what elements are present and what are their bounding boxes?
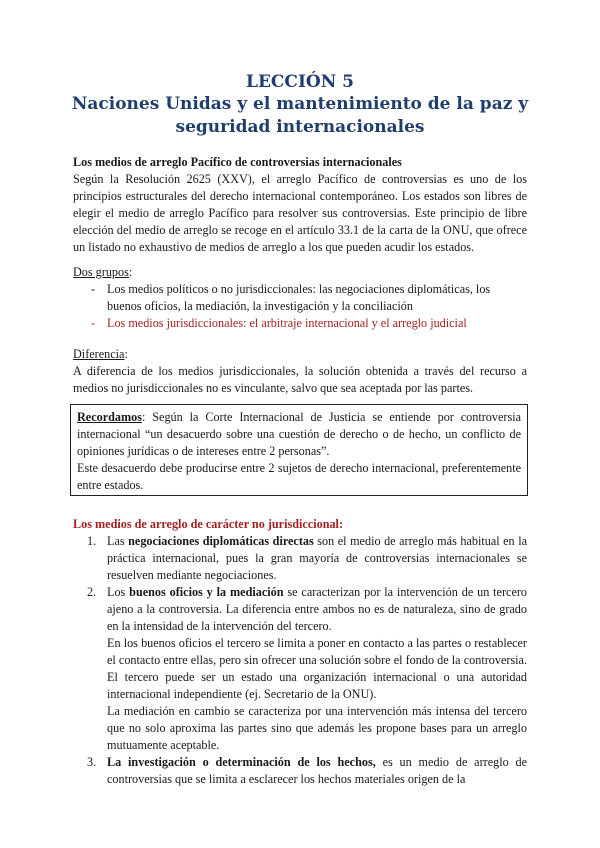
groups-colon: : [128, 265, 133, 279]
reminder-label: Recordamos [77, 410, 142, 424]
item-paragraph: En los buenos oficios el tercero se limita a poner en contacto a las partes o restablecer el contacto entre ellas, pero sin ofrecer una solución sobre el fondo de la controversia. El tercero puede ser un estado una organización internacional o una autoridad internacional independiente (ej. Secretario de la ONU). [107, 636, 527, 701]
non-jurisdictional-section [73, 516, 527, 788]
section-paragraph: Según la Resolución 2625 (XXV), el arreglo Pacífico de controversias es uno de los principios estructurales del derecho internacional contemporáneo. Los estados son libres de elegir el medio de arreglo Pacífico para resolver sus controversias. Este principio de libre elección del medio de arreglo se recoge en el artículo 33.1 de la carta de la ONU, que ofrece un listado no exhaustivo de medios de arreglo a los que pueden acudir los estados. [73, 172, 527, 254]
reminder-text: : Según la Corte Internacional de Justicia se entiende por controversia internacional “un desacuerdo sobre una cuestión de derecho o de hecho, un conflicto de opiniones jurídicas o de intereses entre 2 personas”. [77, 410, 521, 458]
section2-heading: Los medios de arreglo de carácter no jurisdiccional: [73, 517, 344, 531]
item-number: 3. [87, 755, 97, 769]
groups-block [73, 264, 527, 332]
difference-label: Diferencia [73, 347, 125, 361]
dash-marker: - [91, 316, 96, 330]
list-item [73, 754, 527, 788]
difference-colon: : [124, 347, 128, 361]
reminder-text-2: Este desacuerdo debe producirse entre 2 sujetos de derecho internacional, preferentemente entre estados. [77, 461, 521, 492]
group-item-jurisdictional: Los medios jurisdiccionales: el arbitraje internacional y el arreglo judicial [107, 316, 467, 330]
item-text-post: se caracterizan por la intervención de un tercero ajeno a la controversia. La diferencia entre ambos no es de naturaleza, sino de grado en la intensidad de la intervención del tercero. [107, 585, 528, 633]
section-medios-arreglo [73, 154, 527, 256]
list-item [73, 315, 527, 332]
item-text-post: es un medio de arreglo de controversias que se limita a esclarecer los hechos materiales origen de la [107, 755, 527, 786]
item-bold-term: buenos oficios y la mediación [129, 585, 284, 599]
item-number: 1. [87, 534, 97, 548]
reminder-box [70, 404, 528, 496]
item-bold-term: negociaciones diplomáticas directas [128, 534, 314, 548]
item-text-pre: Los [107, 585, 130, 599]
dash-marker: - [91, 282, 96, 296]
group-item-political: Los medios políticos o no jurisdiccionales: las negociaciones diplomáticas, los buenos oficios, la mediación, la investigación y la conciliación [107, 282, 491, 313]
list-item [73, 584, 527, 754]
difference-paragraph: A diferencia de los medios jurisdiccionales, la solución obtenida a través del recurso a medios no jurisdiccionales no es vinculante, salvo que sea aceptada por las partes. [73, 364, 527, 395]
item-text-pre: Las [107, 534, 129, 548]
list-item [73, 281, 527, 315]
item-text-post: son el medio de arreglo más habitual en la práctica internacional, pues la gran mayoría de controversias internacionales se resuelven mediante negociaciones. [107, 534, 527, 582]
groups-label: Dos grupos [73, 265, 129, 279]
item-bold-term: La investigación o determinación de los hechos, [107, 755, 376, 769]
lesson-number: LECCIÓN 5 [245, 72, 355, 92]
item-paragraph: La mediación en cambio se caracteriza por una intervención más intensa del tercero que no solo aproxima las partes sino que además les propone bases para un arreglo mutuamente aceptable. [107, 704, 527, 752]
section-heading: Los medios de arreglo Pacífico de controversias internacionales [73, 155, 402, 169]
lesson-title: Naciones Unidas y el mantenimiento de la paz y seguridad internacionales [71, 94, 529, 137]
difference-block [73, 346, 527, 397]
list-item [73, 533, 527, 584]
item-number: 2. [87, 585, 97, 599]
